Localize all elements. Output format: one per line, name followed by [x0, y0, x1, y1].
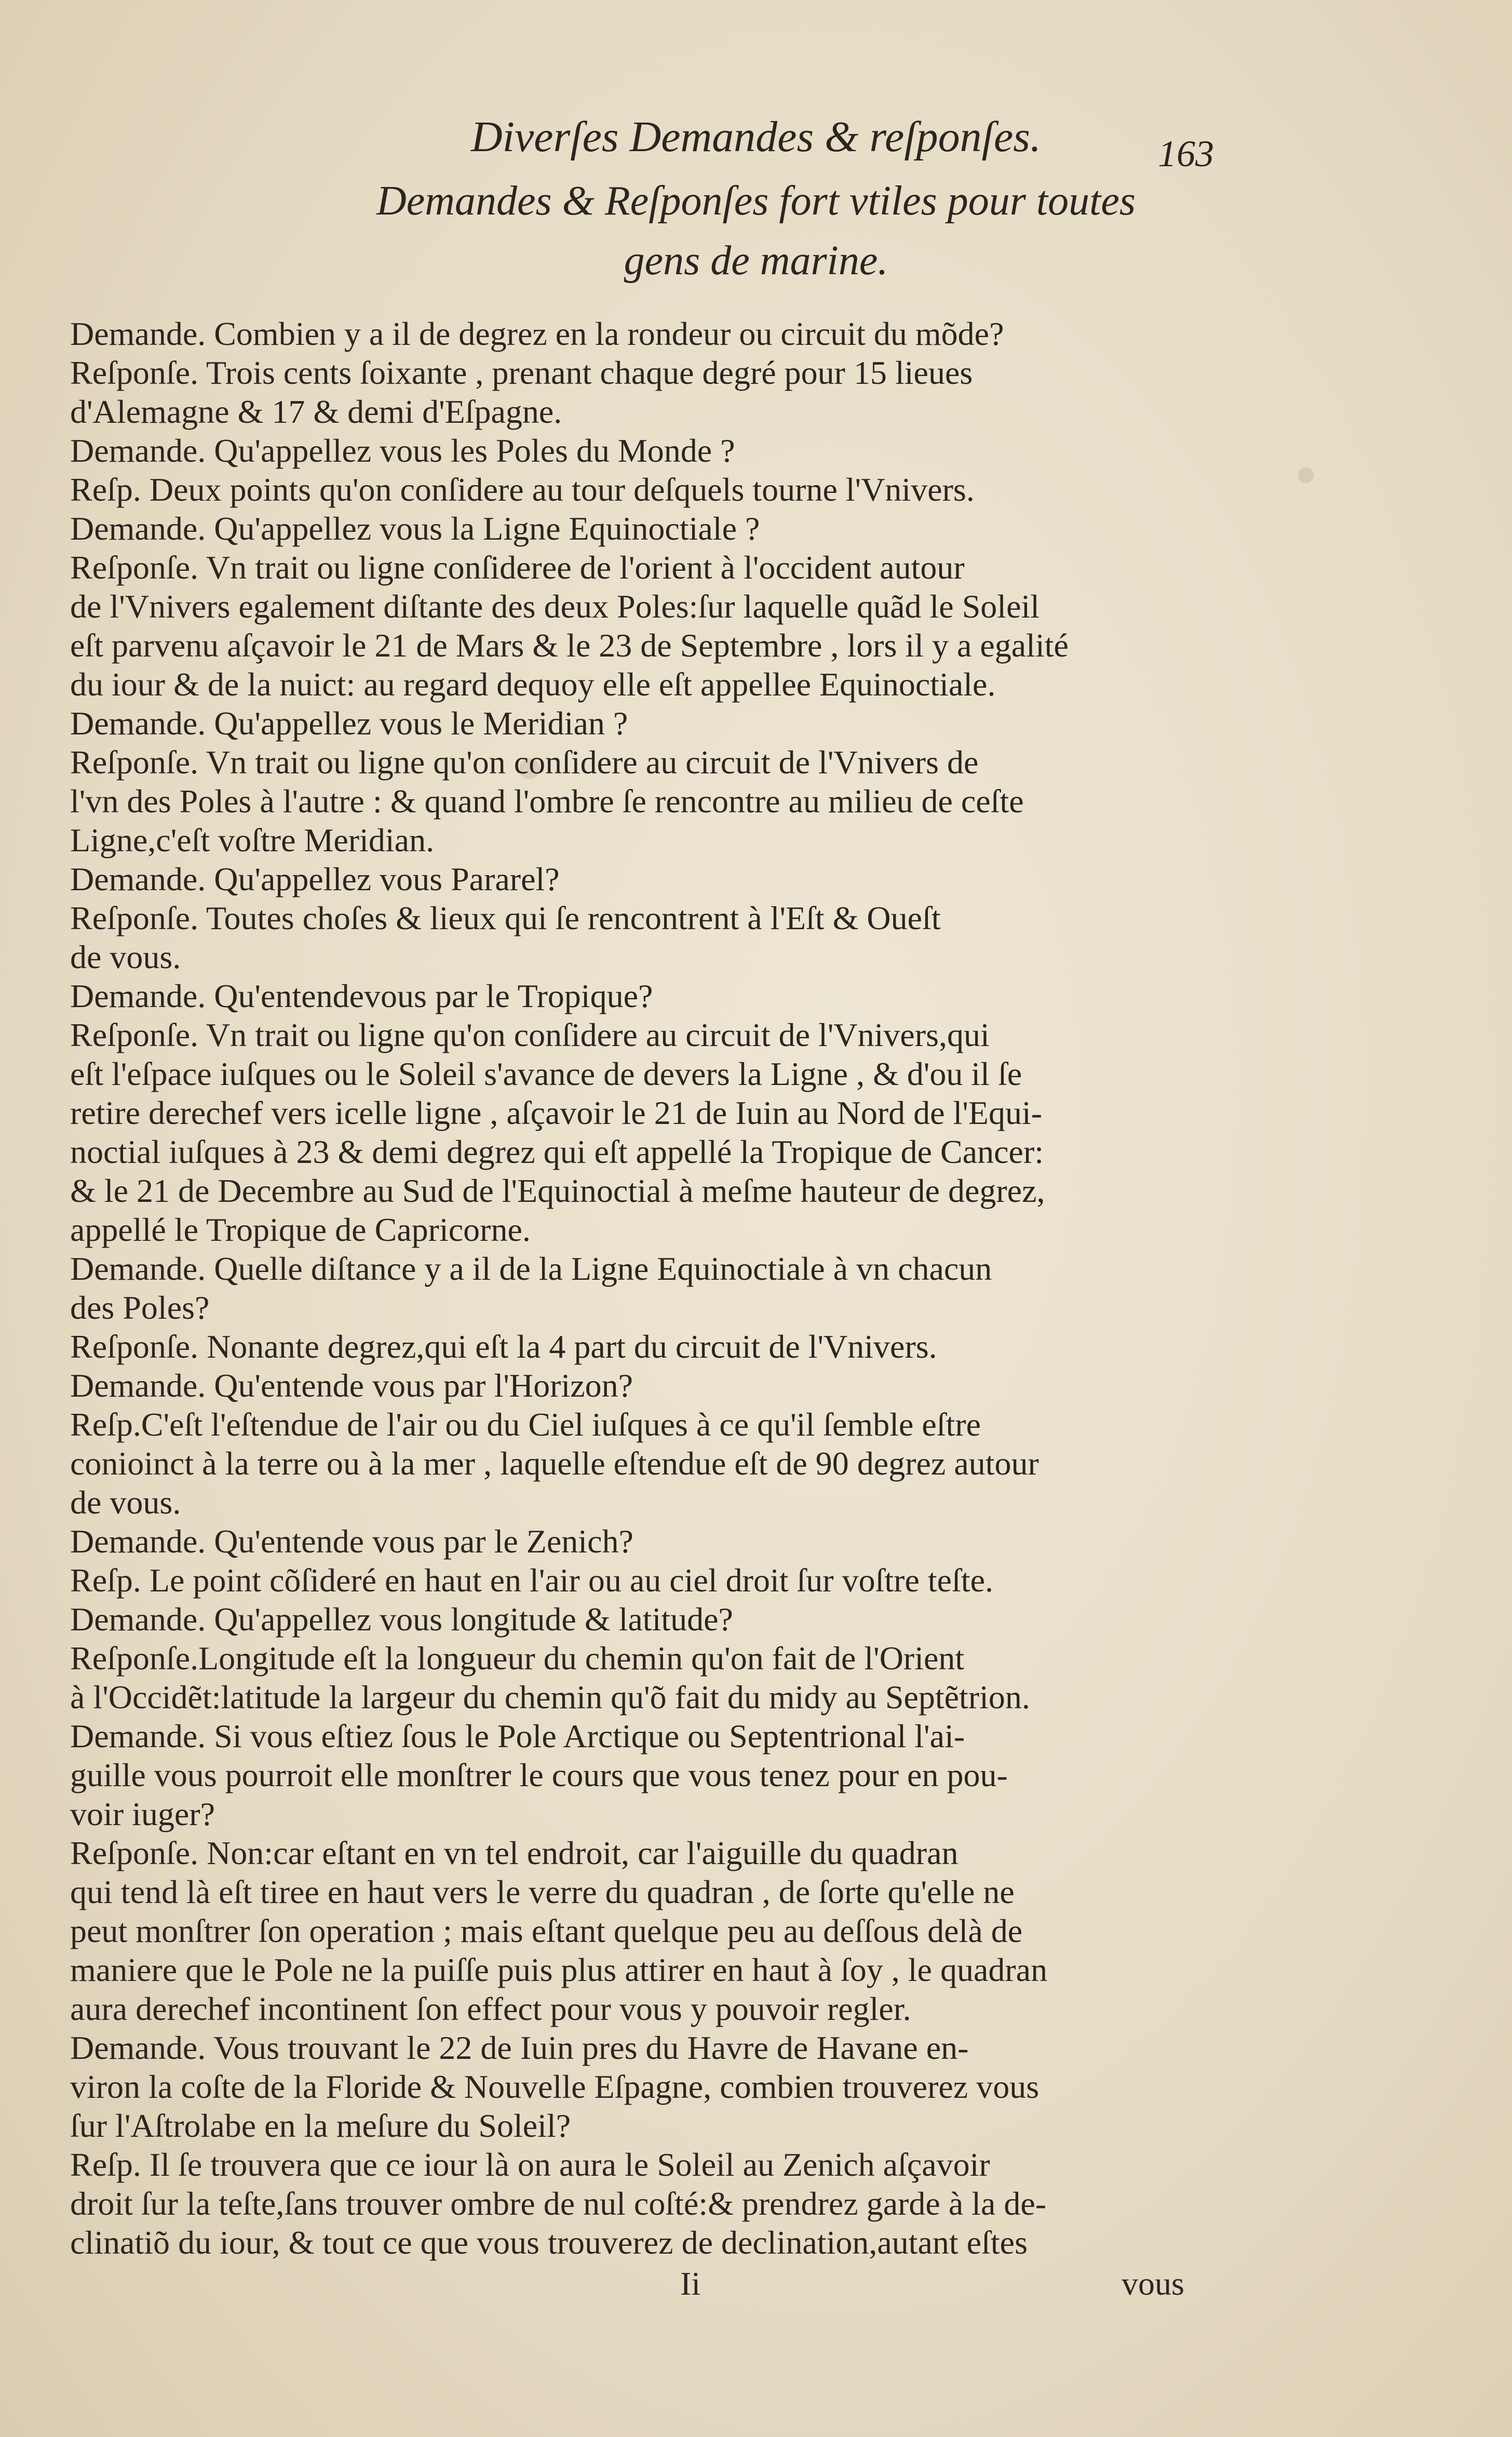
text-line: Demande. Quelle diſtance y a il de la Ligne Equinoctiale à vn chacun	[70, 1250, 992, 1287]
text-line: qui tend là eſt tiree en haut vers le verre du quadran , de ſorte qu'elle ne	[70, 1873, 1015, 1910]
text-line: Reſponſe.Longitude eſt la longueur du chemin qu'on fait de l'Orient	[70, 1640, 965, 1677]
text-line: Reſp. Le point cõſideré en haut en l'air ou au ciel droit ſur voſtre teſte.	[70, 1562, 994, 1599]
text-line: eſt parvenu aſçavoir le 21 de Mars & le 23 de Septembre , lors il y a egalité	[70, 627, 1069, 664]
text-line: noctial iuſques à 23 & demi degrez qui eſt appellé la Tropique de Cancer:	[70, 1133, 1044, 1170]
text-line: Reſponſe. Vn trait ou ligne qu'on conſidere au circuit de l'Vnivers,qui	[70, 1016, 990, 1053]
text-line: de l'Vnivers egalement diſtante des deux Poles:ſur laquelle quãd le Soleil	[70, 588, 1040, 625]
text-line: & le 21 de Decembre au Sud de l'Equinoctial à meſme hauteur de degrez,	[70, 1172, 1045, 1209]
text-line: aura derechef incontinent ſon effect pour vous y pouvoir regler.	[70, 1990, 911, 2027]
text-line: l'vn des Poles à l'autre : & quand l'ombre ſe rencontre au milieu de ceſte	[70, 783, 1024, 820]
text-line: d'Alemagne & 17 & demi d'Eſpagne.	[70, 393, 562, 430]
text-line: voir iuger?	[70, 1796, 215, 1832]
text-line: Reſp. Il ſe trouvera que ce iour là on aura le Soleil au Zenich aſçavoir	[70, 2146, 990, 2183]
text-line: Demande. Qu'appellez vous le Meridian ?	[70, 705, 628, 742]
text-line: viron la coſte de la Floride & Nouvelle Eſpagne, combien trouverez vous	[70, 2068, 1040, 2105]
text-line: Demande. Si vous eſtiez ſous le Pole Arctique ou Septentrional l'ai-	[70, 1718, 965, 1755]
text-line: Reſponſe. Toutes choſes & lieux qui ſe rencontrent à l'Eſt & Oueſt	[70, 900, 941, 936]
text-line: de vous.	[70, 1484, 181, 1521]
text-line: de vous.	[70, 939, 181, 975]
text-line: du iour & de la nuict: au regard dequoy elle eſt appellee Equinoctiale.	[70, 666, 996, 703]
section-title-line: Demandes & Reſponſes fort vtiles pour toutes	[376, 178, 1136, 224]
signature-mark: Ii	[680, 2265, 701, 2302]
text-line: droit ſur la teſte,ſans trouver ombre de nul coſté:& prendrez garde à la de-	[70, 2185, 1047, 2222]
text-line: Demande. Qu'entende vous par le Zenich?	[70, 1523, 633, 1560]
text-line: Reſponſe. Nonante degrez,qui eſt la 4 part du circuit de l'Vnivers.	[70, 1328, 937, 1365]
text-line: Demande. Combien y a il de degrez en la rondeur ou circuit du mõde?	[70, 315, 1004, 352]
text-line: Demande. Qu'appellez vous les Poles du Monde ?	[70, 432, 735, 469]
text-line: Demande. Vous trouvant le 22 de Iuin pres du Havre de Havane en-	[70, 2029, 969, 2066]
catchword: vous	[1122, 2265, 1184, 2302]
text-line: guille vous pourroit elle monſtrer le cours que vous tenez pour en pou-	[70, 1757, 1008, 1793]
section-title-line: gens de marine.	[624, 238, 888, 284]
text-line: à l'Occidẽt:latitude la largeur du chemin qu'õ fait du midy au Septẽtrion.	[70, 1679, 1030, 1716]
text-line: Reſp.C'eſt l'eſtendue de l'air ou du Ciel iuſques à ce qu'il ſemble eſtre	[70, 1406, 981, 1443]
text-line: Reſponſe. Non:car eſtant en vn tel endroit, car l'aiguille du quadran	[70, 1835, 959, 1871]
text-line: peut monſtrer ſon operation ; mais eſtant quelque peu au deſſous delà de	[70, 1912, 1023, 1949]
text-line: Reſp. Deux points qu'on conſidere au tour deſquels tourne l'Vnivers.	[70, 471, 975, 508]
text-line: conioinct à la terre ou à la mer , laquelle eſtendue eſt de 90 degrez autour	[70, 1445, 1039, 1482]
body-text	[70, 314, 1212, 2262]
text-line: Reſponſe. Vn trait ou ligne qu'on conſidere au circuit de l'Vnivers de	[70, 744, 979, 781]
text-line: Demande. Qu'entendevous par le Tropique?	[70, 978, 653, 1014]
text-line: appellé le Tropique de Capricorne.	[70, 1211, 531, 1248]
text-line: Reſponſe. Vn trait ou ligne conſideree de l'orient à l'occident autour	[70, 549, 965, 586]
section-title	[0, 171, 1512, 291]
paper-stain	[1298, 467, 1314, 483]
text-line: Demande. Qu'appellez vous longitude & latitude?	[70, 1601, 733, 1638]
text-line: des Poles?	[70, 1289, 210, 1326]
text-line: retire derechef vers icelle ligne , aſçavoir le 21 de Iuin au Nord de l'Equi-	[70, 1094, 1043, 1131]
text-line: Demande. Qu'entende vous par l'Horizon?	[70, 1367, 633, 1404]
page-number: 163	[1158, 133, 1214, 175]
text-line: clinatiõ du iour, & tout ce que vous trouverez de declination,autant eſtes	[70, 2224, 1028, 2261]
text-line: Ligne,c'eſt voſtre Meridian.	[70, 822, 435, 859]
text-line: eſt l'eſpace iuſques ou le Soleil s'avance de devers la Ligne , & d'ou il ſe	[70, 1055, 1022, 1092]
text-line: Demande. Qu'appellez vous la Ligne Equinoctiale ?	[70, 510, 760, 547]
text-line: ſur l'Aſtrolabe en la meſure du Soleil?	[70, 2107, 571, 2144]
text-line: maniere que le Pole ne la puiſſe puis plus attirer en haut à ſoy , le quadran	[70, 1951, 1048, 1988]
text-line: Demande. Qu'appellez vous Pararel?	[70, 861, 560, 898]
running-head: Diverſes Demandes & reſponſes.	[471, 113, 1041, 161]
text-line: Reſponſe. Trois cents ſoixante , prenant chaque degré pour 15 lieues	[70, 354, 973, 391]
